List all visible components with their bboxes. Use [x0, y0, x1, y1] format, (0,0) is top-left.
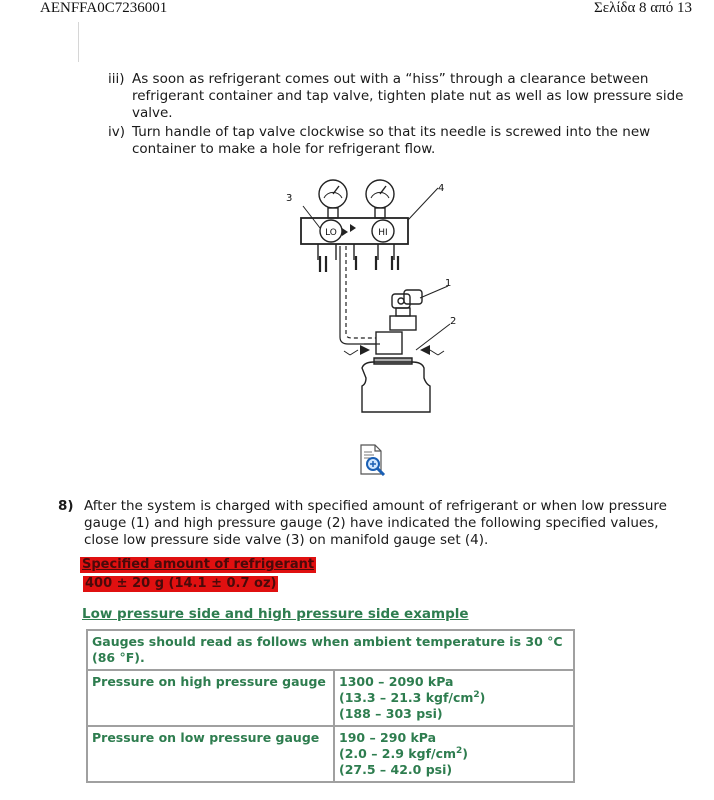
- table-row: [87, 726, 574, 782]
- page-label: Σελίδα 8 από 13: [594, 0, 692, 16]
- high-pressure-label: Pressure on high pressure gauge: [87, 670, 334, 726]
- table-intro-line1: Gauges should read as follows when ambient temperature is 30 °C: [92, 634, 563, 649]
- table-intro-cell: [87, 630, 574, 670]
- low-pressure-kgf-sup: 2: [456, 745, 463, 756]
- step-iii-line3: valve.: [132, 105, 173, 121]
- low-pressure-kgf-text: (2.0 – 2.9 kgf/cm: [339, 746, 457, 761]
- high-pressure-values: [334, 670, 574, 726]
- step-iv-number: iv): [108, 124, 126, 140]
- high-pressure-kgf-sup: 2: [473, 689, 480, 700]
- step-iii-line1: As soon as refrigerant comes out with a “hiss” through a clearance between: [132, 71, 649, 87]
- high-pressure-psi: (188 – 303 psi): [339, 706, 443, 721]
- specified-amount-title: Specified amount of refrigerant: [82, 557, 315, 572]
- step-8: [58, 498, 678, 549]
- step-8-line1: After the system is charged with specified amount of refrigerant or when low pressure: [84, 498, 667, 514]
- low-pressure-kgf: [339, 746, 569, 762]
- step-iv-line1: Turn handle of tap valve clockwise so that its needle is screwed into the new: [132, 124, 651, 140]
- step-iii: [108, 71, 698, 122]
- high-pressure-kgf-end: ): [479, 690, 486, 705]
- specified-amount-value: 400 ± 20 g (14.1 ± 0.7 oz): [85, 576, 277, 591]
- high-pressure-kgf-text: (13.3 – 21.3 kgf/cm: [339, 690, 474, 705]
- callout-4: 4: [438, 183, 445, 194]
- low-pressure-kgf-end: ): [462, 746, 468, 761]
- pressure-example-title: Low pressure side and high pressure side example: [82, 606, 469, 622]
- high-pressure-kgf: [339, 690, 569, 706]
- table-intro-line2: (86 °F).: [92, 650, 145, 665]
- low-pressure-values: [334, 726, 574, 782]
- callout-1: 1: [445, 278, 452, 289]
- callout-3: 3: [286, 193, 293, 204]
- refrigerant-container: [362, 362, 430, 412]
- pressure-table: [86, 629, 575, 783]
- high-pressure-kpa: 1300 – 2090 kPa: [339, 674, 454, 689]
- low-pressure-label: Pressure on low pressure gauge: [87, 726, 334, 782]
- low-pressure-kpa: 190 – 290 kPa: [339, 730, 437, 745]
- table-row: [87, 630, 574, 670]
- magnify-document-icon[interactable]: [359, 444, 387, 476]
- step-8-line2: gauge (1) and high pressure gauge (2) have indicated the following specified values,: [84, 515, 659, 531]
- manifold-gauge-diagram: [280, 172, 470, 417]
- step-iii-number: iii): [108, 71, 125, 87]
- document-id: AENFFA0C7236001: [40, 0, 168, 16]
- manifold-body: [301, 218, 408, 244]
- step-8-line3: close low pressure side valve (3) on manifold gauge set (4).: [84, 532, 489, 548]
- step-iv: [108, 124, 698, 158]
- step-iii-line2: refrigerant container and tap valve, tighten plate nut as well as low pressure side: [132, 88, 684, 104]
- lo-label: LO: [325, 228, 337, 238]
- margin-rule: [78, 22, 79, 62]
- table-row: [87, 670, 574, 726]
- hi-label: HI: [378, 228, 388, 238]
- callout-2: 2: [450, 316, 457, 327]
- step-iv-line2: container to make a hole for refrigerant flow.: [132, 141, 436, 157]
- step-8-number: 8): [58, 498, 74, 514]
- low-pressure-psi: (27.5 – 42.0 psi): [339, 762, 453, 777]
